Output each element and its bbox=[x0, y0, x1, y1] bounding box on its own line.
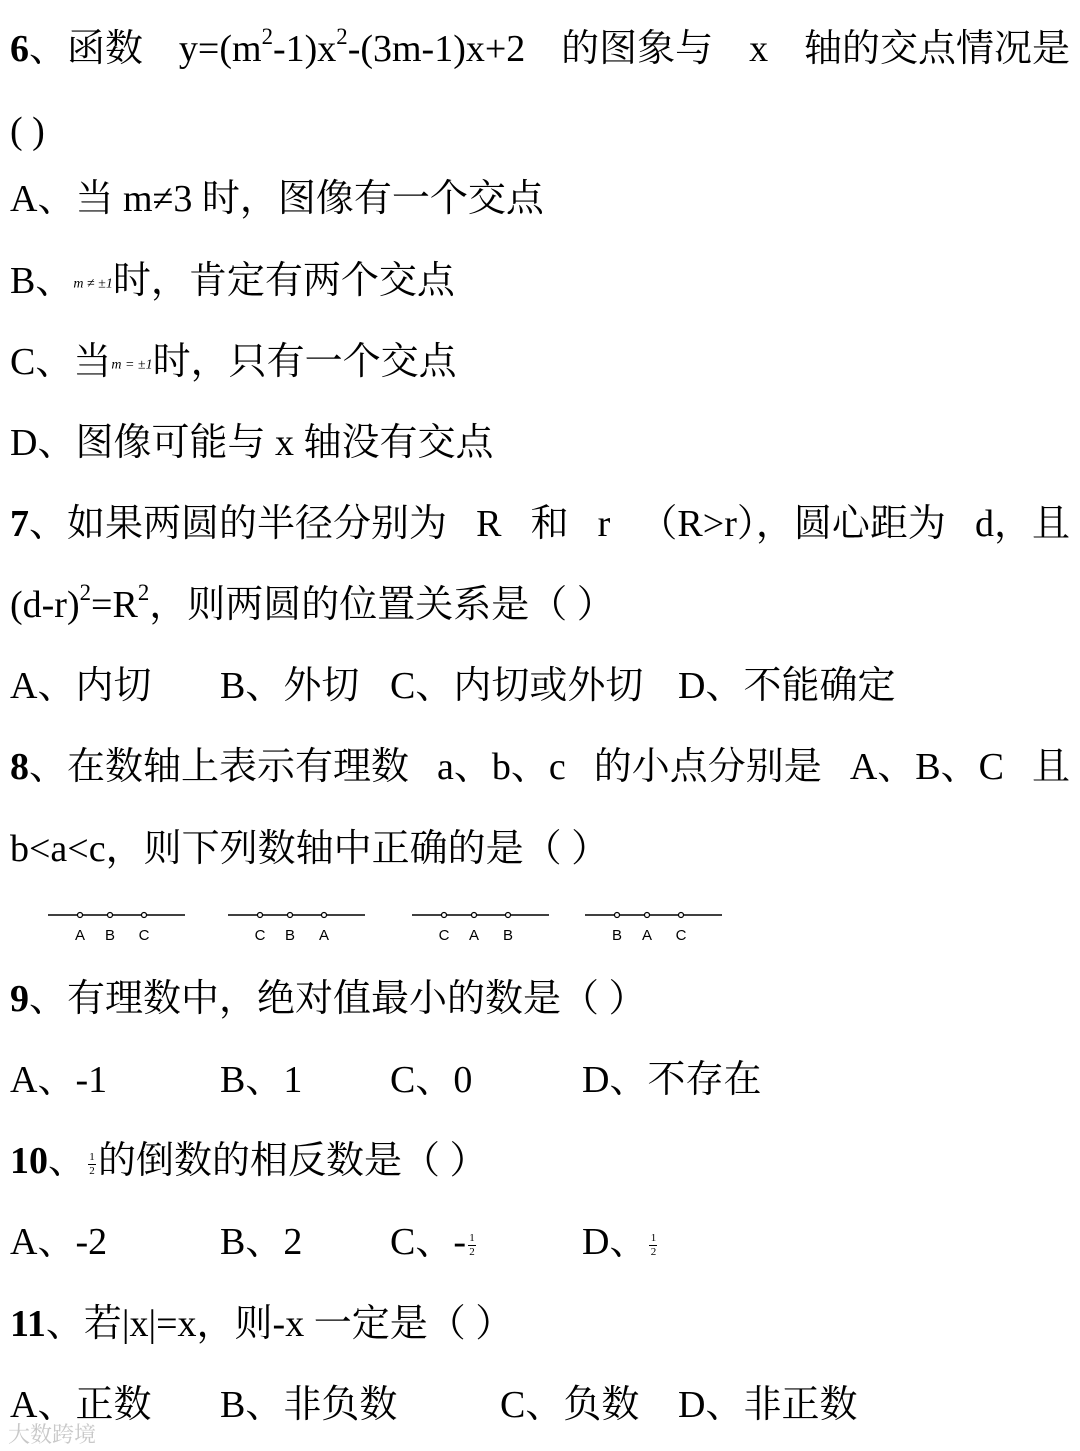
q11-option-b: B、非负数 bbox=[220, 1384, 398, 1426]
number-line-point bbox=[472, 913, 477, 918]
number-line-label: B bbox=[104, 927, 116, 944]
q7-option-c: C、内切或外切 bbox=[390, 665, 644, 707]
q11-option-a: A、正数 bbox=[10, 1384, 152, 1426]
q6-option-c-formula: m = ±1 bbox=[111, 357, 153, 373]
number-line-label: A bbox=[318, 927, 330, 944]
number-line-point bbox=[679, 913, 684, 918]
q10-option-b: B、2 bbox=[220, 1221, 303, 1263]
number-line-3 bbox=[412, 913, 549, 945]
q6-option-a: A、当 m≠3 时，图像有一个交点 bbox=[10, 178, 544, 220]
q7-option-b: B、外切 bbox=[220, 665, 360, 707]
number-line-label: C bbox=[438, 927, 450, 944]
q8-line-2: b<a<c，则下列数轴中正确的是（ ） bbox=[10, 828, 610, 870]
q7-number: 7 bbox=[10, 503, 29, 545]
number-line-2 bbox=[228, 913, 365, 945]
number-line-point bbox=[645, 913, 650, 918]
number-line-point bbox=[108, 913, 113, 918]
q9-stem: 9、有理数中，绝对值最小的数是（ ） bbox=[10, 978, 647, 1020]
q6-answer-paren: ( ) bbox=[10, 110, 45, 152]
number-line-point bbox=[258, 913, 263, 918]
q6-option-c: C、当m = ±1时，只有一个交点 bbox=[10, 341, 457, 383]
q9-number: 9 bbox=[10, 978, 29, 1020]
q8-number: 8 bbox=[10, 746, 29, 788]
q10-option-a: A、-2 bbox=[10, 1221, 108, 1263]
number-line-point bbox=[322, 913, 327, 918]
number-line-1 bbox=[48, 913, 185, 945]
q10-option-c: C、- $\frac{1}{2}$ bbox=[390, 1221, 475, 1263]
q8-number-lines bbox=[0, 900, 1080, 950]
q7-option-d: D、不能确定 bbox=[678, 665, 896, 707]
number-line-label: C bbox=[675, 927, 687, 944]
number-line-point bbox=[288, 913, 293, 918]
number-line-point bbox=[615, 913, 620, 918]
q9-option-a: A、-1 bbox=[10, 1059, 108, 1101]
q6-equation: $y=(m^2-1)x^2-(3m-1)x+2$ bbox=[178, 23, 526, 70]
q6-number: 6 bbox=[10, 28, 29, 70]
watermark: 大数跨境 bbox=[8, 1423, 97, 1448]
number-line-label: A bbox=[468, 927, 480, 944]
q9-option-c: C、0 bbox=[390, 1059, 473, 1101]
q11-stem: 11、若|x|=x，则-x 一定是（ ） bbox=[10, 1303, 514, 1345]
q10-option-d: D、 $\frac{1}{2}$ bbox=[582, 1221, 657, 1263]
q10-fraction: $\frac{1}{2}$ bbox=[89, 1150, 95, 1177]
q6-line-1: 6、函数 $y=(m^2-1)x^2-(3m-1)x+2$ 的图象与 x 轴的交点情况是 bbox=[10, 23, 1070, 70]
number-line-label: B bbox=[502, 927, 514, 944]
q11-option-c: C、负数 bbox=[500, 1384, 640, 1426]
q11-option-d: D、非正数 bbox=[678, 1384, 858, 1426]
q6-option-b-formula: m ≠ ±1 bbox=[73, 276, 113, 292]
q8-line-1: 8、在数轴上表示有理数 a、b、c 的小点分别是 A、B、C 且 bbox=[10, 746, 1070, 788]
number-line-label: C bbox=[254, 927, 266, 944]
number-line-point bbox=[78, 913, 83, 918]
number-line-label: A bbox=[74, 927, 86, 944]
q9-option-d: D、不存在 bbox=[582, 1059, 762, 1101]
q7-option-a: A、内切 bbox=[10, 665, 152, 707]
number-line-label: C bbox=[138, 927, 150, 944]
q10-stem: 10、 $\frac{1}{2}$ 的倒数的相反数是（ ） bbox=[10, 1140, 488, 1182]
q6-option-b: B、m ≠ ±1时，肯定有两个交点 bbox=[10, 260, 455, 302]
number-line-4 bbox=[585, 913, 722, 945]
number-line-label: B bbox=[611, 927, 623, 944]
q10-number: 10 bbox=[10, 1140, 48, 1182]
q7-line-2: $(d-r)^2=R^2$，则两圆的位置关系是（ ） bbox=[10, 579, 615, 626]
number-line-point bbox=[142, 913, 147, 918]
q7-line-1: 7、如果两圆的半径分别为 R 和 r （R>r），圆心距为 d，且 bbox=[10, 503, 1070, 545]
q9-option-b: B、1 bbox=[220, 1059, 303, 1101]
number-line-point bbox=[442, 913, 447, 918]
q11-number: 11 bbox=[10, 1303, 46, 1345]
number-line-point bbox=[506, 913, 511, 918]
number-line-label: A bbox=[641, 927, 653, 944]
number-line-label: B bbox=[284, 927, 296, 944]
q6-option-d: D、图像可能与 x 轴没有交点 bbox=[10, 422, 494, 464]
